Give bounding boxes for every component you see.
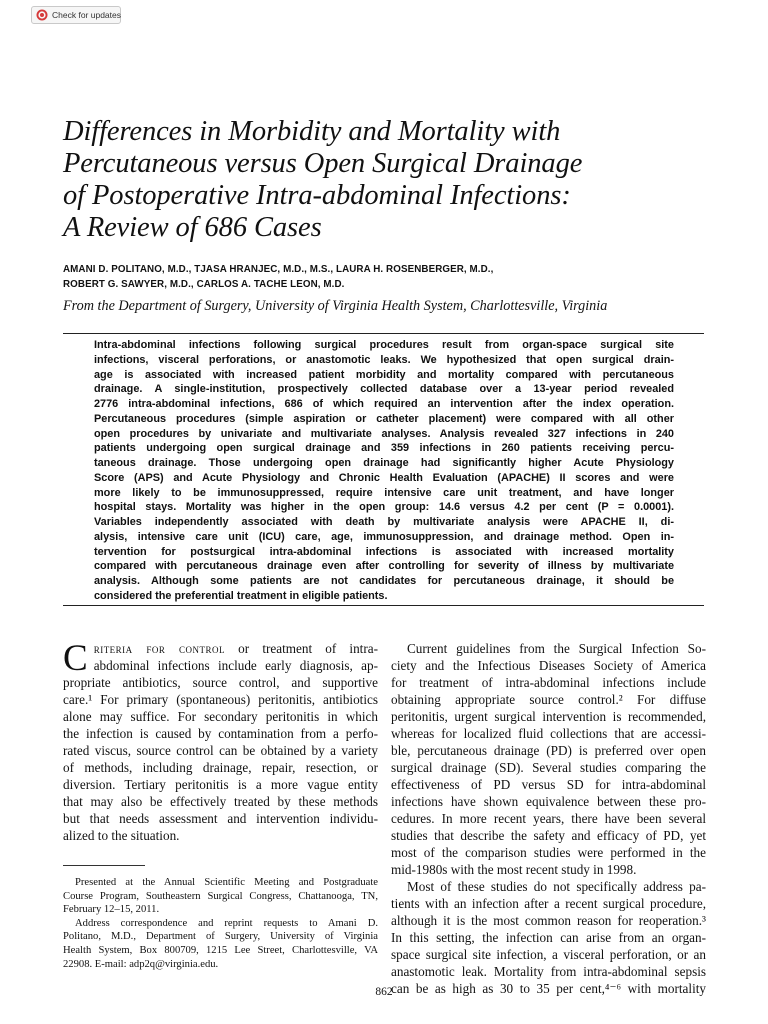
footnote-line: Health System, Box 800709, 1215 Lee Street, Charlottesville, VA xyxy=(63,944,378,956)
body-line: abdominal infections include early diagnosis, ap- xyxy=(93,658,378,673)
abstract-line: taneous drainage. Those undergoing open drainage had significantly higher Acute Physiology xyxy=(94,457,674,469)
check-for-updates-label: Check for updates xyxy=(52,10,121,20)
body-line: that may also be effectively treated by these methods xyxy=(63,794,378,809)
abstract-line: patients undergoing open surgical drainage and 359 infections in 260 patients receiving percu- xyxy=(94,442,674,455)
affiliation: From the Department of Surgery, University of Virginia Health System, Charlottesville, Virginia xyxy=(63,298,608,314)
body-line: can be as high as 30 to 35 per cent,⁴⁻⁶ with mortality xyxy=(391,981,706,996)
drop-cap: C xyxy=(63,638,88,679)
title-line: of Postoperative Intra-abdominal Infections: xyxy=(63,180,571,211)
body-line: ble, percutaneous drainage (PD) is preferred over open xyxy=(391,743,706,758)
body-line: infections have shown equivalence between these pro- xyxy=(391,794,706,809)
body-line: surgical drainage (SD). Several studies comparing the xyxy=(391,760,706,775)
body-line: diversion. Tertiary peritonitis is a more vague entity xyxy=(63,777,378,792)
body-line: although it is the most common reason for reoperation.³ xyxy=(391,913,706,928)
abstract-line: more likely to be immunosuppressed, require intensive care unit treatment, and have longer xyxy=(94,486,674,499)
abstract-line: analysis. Although some patients are not candidates for percutaneous drainage, it should be xyxy=(94,575,674,587)
body-line: ciety and the Infectious Diseases Society of America xyxy=(391,658,706,673)
page-number: 862 xyxy=(375,986,393,998)
abstract-line: 2776 intra-abdominal infections, 686 of which required an intervention after the index operation. xyxy=(94,398,674,410)
abstract-top-rule xyxy=(63,333,704,334)
body-line: effectiveness of PD versus SD for intra-abdominal xyxy=(391,777,706,792)
title-line: Percutaneous versus Open Surgical Drainage xyxy=(63,148,583,179)
abstract-line: open procedures by univariate and multivariate analyses. Analysis revealed 327 infections in 240 xyxy=(94,427,674,440)
check-updates-icon xyxy=(36,9,48,21)
footnote-rule xyxy=(63,865,145,866)
author-list xyxy=(63,262,703,292)
abstract-line: age is associated with increased patient morbidity and mortality compared with percutaneous xyxy=(94,368,674,381)
body-line: Most of these studies do not specifically address pa- xyxy=(407,879,706,894)
body-line: alone may suffice. For secondary peritonitis in which xyxy=(63,709,378,724)
lead-text: or treatment of intra- xyxy=(225,641,378,656)
body-line: care.¹ For primary (spontaneous) peritonitis, antibiotics xyxy=(63,692,378,707)
abstract-line: Variables independently associated with death by multivariate analysis were APACHE II, di- xyxy=(94,516,674,528)
body-column-left xyxy=(63,640,378,844)
author-line: ROBERT G. SAWYER, M.D., CARLOS A. TACHE LEON, M.D. xyxy=(63,279,345,290)
author-line: AMANI D. POLITANO, M.D., TJASA HRANJEC, M.D., M.S., LAURA H. ROSENBERGER, M.D., xyxy=(63,264,494,275)
abstract-line: considered the preferential treatment in eligible patients. xyxy=(94,589,388,602)
body-line: most of the comparison studies were performed in the xyxy=(391,845,706,860)
body-line: mid-1980s with the most recent study in 1998. xyxy=(391,862,637,877)
abstract-line: Intra-abdominal infections following surgical procedures result from organ-space surgical site xyxy=(94,339,674,351)
abstract xyxy=(94,338,674,604)
small-caps-lead: riteria for control xyxy=(93,641,226,656)
abstract-line: infections, visceral perforations, or anastomotic leaks. We hypothesized that open surgical drain- xyxy=(94,353,674,366)
body-line: tients with an infection after a recent surgical procedure, xyxy=(391,896,706,911)
body-line: Current guidelines from the Surgical Infection So- xyxy=(407,641,706,656)
abstract-line: drainage. A single-institution, prospectively collected database over a 13-year period revealed xyxy=(94,383,674,396)
footnote-line: Politano, M.D., Department of Surgery, University of Virginia xyxy=(63,931,378,943)
abstract-line: tervention for postsurgical intra-abdominal infections is associated with increased mortality xyxy=(94,545,674,558)
body-line: whereas for localized fluid collections that are accessi- xyxy=(391,726,706,741)
body-line: but that needs assessment and intervention individu- xyxy=(63,811,378,826)
footnotes xyxy=(63,876,378,971)
abstract-bottom-rule xyxy=(63,605,704,606)
body-line: cedures. In more recent years, there have been several xyxy=(391,811,706,826)
body-line: for treatment of intra-abdominal infections include xyxy=(391,675,706,690)
title-line: A Review of 686 Cases xyxy=(63,212,322,243)
footnote-line: Course Program, Southeastern Surgical Congress, Chattanooga, TN, xyxy=(63,890,378,902)
body-line: obtaining appropriate source control.² For diffuse xyxy=(391,692,706,707)
footnote-line: February 12–15, 2011. xyxy=(63,904,160,916)
body-line xyxy=(63,640,378,657)
check-for-updates-badge[interactable] xyxy=(31,6,121,24)
body-line: In this setting, the infection can arise from an organ- xyxy=(391,930,706,945)
body-line: peritonitis, urgent surgical intervention is recommended, xyxy=(391,709,706,724)
body-line: studies that describe the safety and efficacy of PD, yet xyxy=(391,828,706,843)
body-line: of methods, including drainage, repair, resection, or xyxy=(63,760,378,775)
body-line: anastomotic leak. Mortality from intra-abdominal sepsis xyxy=(391,964,706,979)
body-line: rated viscus, source control can be obtained by a variety xyxy=(63,743,378,758)
footnote-line: Presented at the Annual Scientific Meeting and Postgraduate xyxy=(75,877,378,888)
abstract-line: compared with percutaneous drainage even after controlling for severity of illness by multivariate xyxy=(94,560,674,573)
body-line: the infection is caused by contamination from a perfo- xyxy=(63,726,378,741)
body-line: space surgical site infection, a visceral perforation, or an xyxy=(391,947,706,962)
abstract-line: Percutaneous procedures (simple aspiration or catheter placement) were compared with all other xyxy=(94,412,674,425)
title-line: Differences in Morbidity and Mortality with xyxy=(63,116,561,147)
abstract-line: Score (APS) and Acute Physiology and Chronic Health Evaluation (APACHE) II scores and were xyxy=(94,471,674,484)
footnote-line: Address correspondence and reprint requests to Amani D. xyxy=(75,917,378,929)
abstract-line: alysis, intensive care unit (ICU) care, age, immunosuppression, and drainage method. Open in- xyxy=(94,530,674,543)
body-line: propriate antibiotics, source control, and supportive xyxy=(63,675,378,690)
body-line: alized to the situation. xyxy=(63,828,180,843)
abstract-line: hospital stays. Mortality was higher in the open group: 14.6 versus 4.2 per cent (P = 0.0001). xyxy=(94,501,674,514)
footnote-line: 22908. E-mail: adp2q@virginia.edu. xyxy=(63,958,219,970)
body-column-right xyxy=(391,640,706,997)
article-title xyxy=(63,116,703,244)
